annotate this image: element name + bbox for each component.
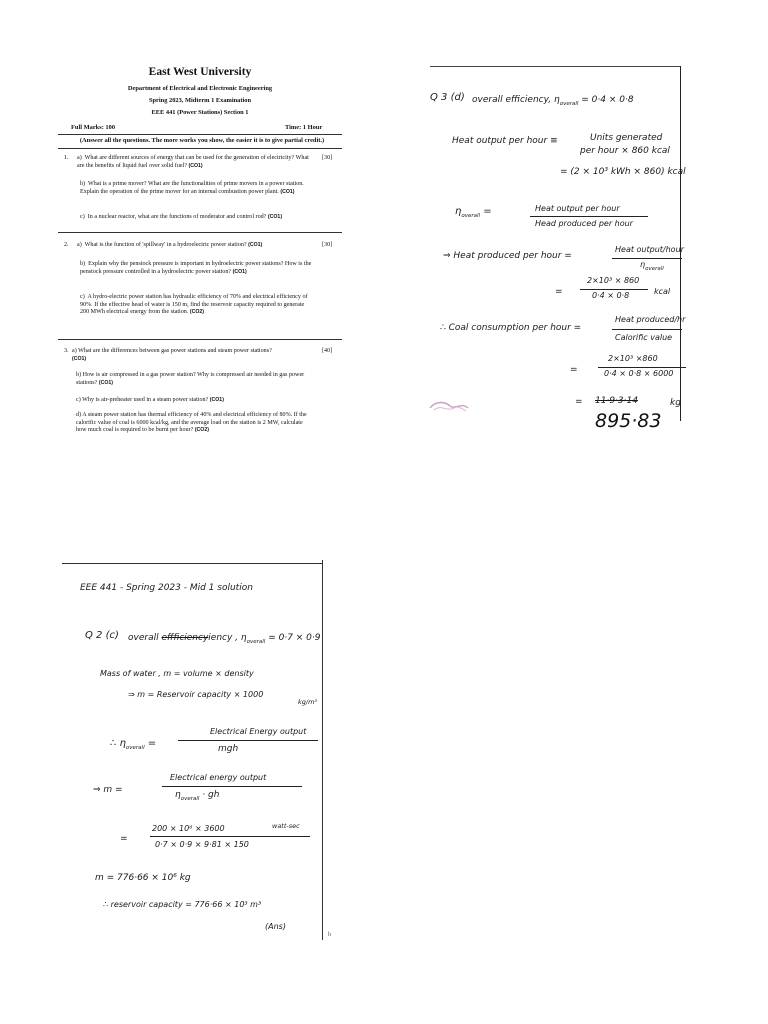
q3-unit-kcal: kcal <box>654 287 671 296</box>
q3-equals: = <box>570 365 578 375</box>
university-name: East West University <box>148 66 252 78</box>
q3-final-result: 895·83 <box>595 410 662 432</box>
question-part: c) In a nuclear reactor, what are the functions of moderator and control rod? (CO1) <box>80 214 283 220</box>
q2-reservoir-result: ∴ reservoir capacity = 776·66 × 10³ m³ <box>103 900 262 909</box>
question-part: b) What is a prime mover? What are the functionalities of prime movers in a power station. Explain the operation of the prime mover for an internal combustion power plant. (CO1) <box>80 181 304 195</box>
q3-equals: = <box>575 397 583 407</box>
page-edge-right <box>322 560 323 940</box>
q3-fraction-bar <box>580 289 648 290</box>
q2-reservoir-capacity: ⇒ m = Reservoir capacity × 1000 <box>128 690 264 699</box>
q3-fraction-denominator: 0·4 × 0·8 <box>592 291 630 300</box>
question-number: 2. <box>64 242 69 248</box>
q3-fraction-denominator: 0·4 × 0·8 × 6000 <box>604 369 674 378</box>
q3-heat-output-numerator: Heat output/hour <box>615 245 684 254</box>
q3-fraction-bar <box>598 367 686 368</box>
q2-fraction-denominator: $\eta_{overall}$ · gh <box>175 790 220 802</box>
question-part: c) Why is air-preheater used in a steam power station? (CO1) <box>76 397 224 403</box>
q2-eta-overall: ∴ $\eta_{overall}$ = <box>110 738 157 751</box>
question-part: a) What are the differences between gas power stations and steam power stations? (CO1) <box>72 348 272 362</box>
q2-efficiency-line: overall effficiencyiency , $\eta_{overall} = 0\cdot 7 \times 0\cdot 9$ <box>128 633 321 645</box>
q3-fraction-denominator: Head produced per hour <box>535 219 633 228</box>
question-part: a) What are different sources of energy that can be used for the generation of electricity? What are the benefits of liquid fuel over solid fuel? (CO1) <box>77 155 309 169</box>
q3-fraction-numerator: 2×10³ ×860 <box>608 354 658 363</box>
department-name: Department of Electrical and Electronic Engineering <box>127 85 273 92</box>
page-edge-top <box>62 563 322 564</box>
question-marks: [30] <box>322 155 333 161</box>
question-marks: [40] <box>322 348 333 354</box>
course-title: EEE 441 (Power Stations) Section 1 <box>151 109 249 116</box>
q2-answer-mark: (Ans) <box>265 922 286 931</box>
solution-header: EEE 441 - Spring 2023 - Mid 1 solution <box>80 583 253 593</box>
question-part: d) A steam power station has thermal efficiency of 40% and electrical efficiency of 80%. If the calorific value of coal is 6000 kcal/kg, and the average load on the station is 2 MW, calculate how much coal is required to be burnt per hour? (CO2) <box>76 412 307 434</box>
q3-fraction-bar <box>612 329 682 330</box>
q2-fraction-bar <box>162 786 302 787</box>
section-divider <box>58 339 342 340</box>
question-part: c) A hydro-electric power station has hydraulic efficiency of 70% and electrical efficiency of 90%. If the effective head of water is 150 m, find the reservoir capacity required to generate 200 MWh electrical energy from the station. (CO2) <box>80 294 308 316</box>
question-part: a) What is the function of 'spillway' in a hydroelectric power station? (CO1) <box>77 242 263 248</box>
q3-equals: = <box>555 287 563 297</box>
question-number: 1. <box>64 155 69 161</box>
page-edge-top <box>430 66 680 67</box>
header-rule-lower <box>58 148 342 149</box>
q2-mass-result: m = 776·66 × 10⁶ kg <box>95 873 191 883</box>
q3-unit-kg: kg <box>670 398 681 408</box>
q3-fraction-bar <box>612 258 682 259</box>
section-divider <box>58 232 342 233</box>
question-part: b) Explain why the penstock pressure is important in hydroelectric power stations? How is the penstock pressure controlled in a hydroelectric power station? (CO1) <box>80 261 312 275</box>
q3-fraction-denominator: Calorific value <box>615 333 673 342</box>
q3-heat-output-value: = (2 × 10³ kWh × 860) kcal <box>560 167 686 177</box>
q2-fraction-denominator: 0·7 × 0·9 × 9·81 × 150 <box>155 840 249 849</box>
q2-mass-of-water: Mass of water , m = volume × density <box>100 669 254 678</box>
q3-heat-output-label: Heat output per hour ≡ <box>452 136 558 146</box>
q3-title: Q 3 (d) <box>430 92 465 103</box>
q3-struck-value: 11·9·3·14 <box>595 396 638 406</box>
full-marks: Full Marks: 100 <box>71 124 116 131</box>
page-mark: h <box>328 932 331 938</box>
q2-fraction-numerator: Electrical energy output <box>170 773 267 782</box>
q2-fraction-numerator: Electrical Energy output <box>210 727 307 736</box>
q3-fraction-numerator: Heat produced/hr <box>615 315 686 324</box>
q2-unit-watt-sec: watt-sec <box>272 822 300 830</box>
q3-heat-produced-label: ⇒ Heat produced per hour = <box>443 251 572 261</box>
question-number: 3. <box>64 348 69 354</box>
instructions: (Answer all the questions. The more works you show, the easier it is to give partial credit.) <box>79 137 325 144</box>
q2-fraction-bar <box>178 740 318 741</box>
q3-per-hour-860: per hour × 860 kcal <box>580 146 670 156</box>
exam-term: Spring 2023, Midterm 1 Examination <box>148 97 252 104</box>
q3-units-generated: Units generated <box>590 133 663 143</box>
q3-fraction-numerator: Heat output per hour <box>535 204 620 213</box>
q3-fraction-numerator: 2×10³ × 860 <box>587 276 640 285</box>
exam-time: Time: 1 Hour <box>285 124 323 131</box>
question-part: b) How is air compressed in a gas power station? Why is compressed air needed in gas power stations? (CO1) <box>76 372 305 386</box>
question-marks: [30] <box>322 242 333 248</box>
q3-eta-overall-den: $\eta_{overall}$ <box>640 260 664 272</box>
q3-eta-overall: $\eta_{overall}$ = <box>455 206 492 219</box>
q2-fraction-denominator: mgh <box>218 744 239 754</box>
header-rule <box>58 134 342 135</box>
q2-mass-equation-lhs: ⇒ m = <box>93 785 123 795</box>
q2-title: Q 2 (c) <box>85 630 119 641</box>
q3-efficiency-line: overall efficiency, $\eta_{overall} = 0\cdot 4 \times 0\cdot 8$ <box>472 95 634 107</box>
q2-equals: = <box>120 834 128 844</box>
q2-fraction-bar <box>150 836 310 837</box>
q2-unit-kgm3: kg/m³ <box>298 698 318 706</box>
q3-fraction-bar <box>530 216 648 217</box>
q2-fraction-numerator: 200 × 10⁶ × 3600 <box>152 824 225 833</box>
q3-coal-consumption-label: ∴ Coal consumption per hour = <box>440 323 582 333</box>
ink-smudge-icon <box>428 398 470 416</box>
